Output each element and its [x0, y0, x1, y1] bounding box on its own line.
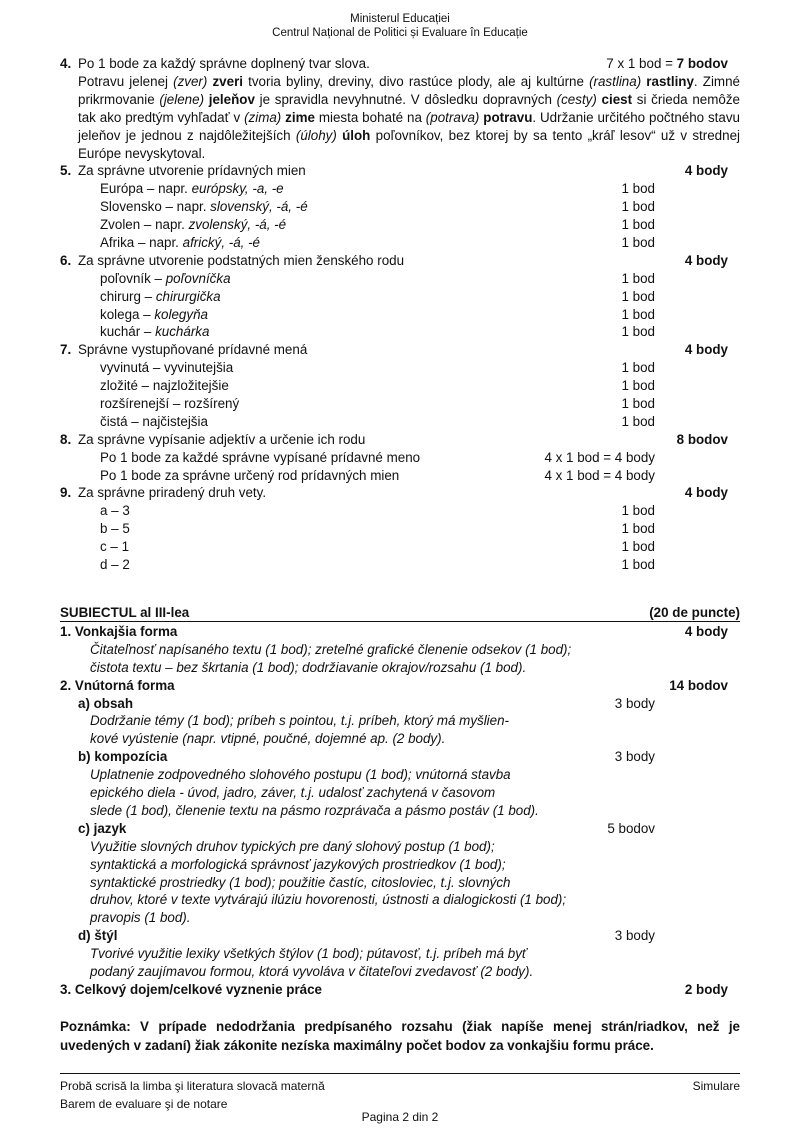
item-answer: chirurgička: [155, 288, 221, 304]
base-word: (rastlina): [589, 73, 642, 89]
q4-number: 4.: [60, 56, 72, 71]
q6-text: Za správne utvorenie podstatných mien ženského rodu: [78, 252, 405, 268]
item-points: 1 bod: [621, 288, 655, 304]
item-term: a – 3: [100, 503, 130, 519]
s2a-header: [60, 695, 740, 713]
center-name: Centrul Național de Politici și Evaluare în Educație: [272, 27, 528, 39]
description-line: Uplatnenie zodpovedného slohového postupu (1 bod); vnútorná stavba: [90, 767, 511, 783]
list-item: [60, 377, 740, 395]
item-answer: africký, -á, -é: [182, 234, 261, 250]
subject-3-title: SUBIECTUL al III-lea: [60, 604, 190, 620]
s2-header: [60, 677, 740, 695]
footer-barem: Barem de evaluare şi de notare: [60, 1097, 228, 1111]
base-word: (úlohy): [295, 127, 337, 143]
item-term: Európa – napr.: [100, 181, 192, 197]
base-word: (zima): [244, 109, 282, 125]
q4-points-total: 7 bodov: [676, 56, 728, 71]
item-term: Po 1 bode za každé správne vypísané prídavné meno: [100, 449, 421, 465]
description-line: epického diela - úvod, jadro, záver, t.j. udalosť zachytená v časovom: [90, 785, 496, 800]
page-footer: [60, 1073, 740, 1113]
s2a-label: a) obsah: [78, 695, 134, 711]
item-answer: poľovníčka: [165, 270, 231, 286]
answer-word: potravu: [479, 109, 533, 125]
item-term: rozšírenejší – rozšírený: [100, 396, 240, 411]
paragraph-text: miesta bohaté na: [314, 109, 426, 125]
scoring-content: [60, 55, 740, 1055]
s2-points: 14 bodov: [669, 677, 728, 693]
item-term: čistá – najčistejšia: [100, 413, 208, 429]
answer-word: jeleňov: [204, 91, 255, 107]
q6-header: [60, 252, 740, 270]
list-item: [60, 359, 740, 377]
item-points: 1 bod: [621, 557, 655, 573]
list-item: [60, 520, 740, 538]
item-term: Afrika – napr.: [100, 234, 183, 250]
list-item: [60, 395, 740, 413]
description-line: kové vyústenie (napr. vtipné, poučné, dojemné ap. (2 body).: [90, 731, 446, 747]
item-term: kuchár –: [100, 324, 156, 340]
item-points: 4 x 1 bod = 4 body: [544, 449, 655, 465]
description-line: čistota textu – bez škrtania (1 bod); dodržiavanie okrajov/rozsahu (1 bod).: [90, 659, 527, 675]
q8-number: 8.: [60, 431, 72, 447]
item-answer: slovenský, -á, -é: [210, 199, 308, 215]
list-item: [60, 502, 740, 520]
list-item: [60, 288, 740, 306]
q9-header: [60, 484, 740, 502]
item-points: 1 bod: [621, 360, 655, 376]
list-item: [60, 234, 740, 252]
item-term: c – 1: [100, 539, 130, 555]
s2d-header: [60, 927, 740, 945]
base-word: (jelene): [159, 91, 205, 107]
answer-word: úloh: [336, 127, 371, 143]
s2b-description: [60, 766, 740, 820]
s2a-points: 3 body: [614, 695, 655, 711]
list-item: [60, 216, 740, 234]
subject-3-heading: [60, 604, 740, 622]
q9-total: 4 body: [684, 485, 728, 501]
q7-header: [60, 341, 740, 359]
description-line: syntaktická a morfologická správnosť jazykových prostriedkov (1 bod);: [90, 856, 506, 872]
s2b-label: b) kompozícia: [78, 749, 168, 765]
item-answer: európsky, -a, -e: [191, 181, 284, 197]
q4-points-formula: 7 x 1 bod =: [606, 56, 677, 71]
s2c-header: [60, 820, 740, 838]
list-item: [60, 198, 740, 216]
q5-items: [60, 180, 740, 252]
item-term: d – 2: [100, 557, 130, 573]
item-answer: zvolenský, -á, -é: [188, 217, 287, 233]
ministry-name: Ministerul Educației: [350, 13, 450, 25]
description-line: Dodržanie témy (1 bod); príbeh s pointou, t.j. príbeh, ktorý má myšlien-: [90, 713, 510, 729]
q6-number: 6.: [60, 252, 72, 268]
item-answer: kuchárka: [155, 324, 210, 340]
item-term: b – 5: [100, 521, 130, 537]
q4-header: [60, 55, 740, 73]
q5-header: [60, 162, 740, 180]
paragraph-text: . Zimné prikrmovanie: [78, 73, 740, 107]
item-points: 1 bod: [621, 324, 655, 340]
item-points: 1 bod: [621, 413, 655, 429]
answer-word: rastliny: [641, 73, 694, 89]
list-item: [60, 556, 740, 574]
list-item: [60, 323, 740, 341]
s3-header: [60, 981, 740, 999]
q4-paragraph: [60, 73, 740, 163]
s2b-points: 3 body: [614, 749, 655, 765]
list-item: [60, 449, 740, 467]
subject-3-points: (20 de puncte): [649, 604, 740, 620]
footer-exam-title: Probă scrisă la limba şi literatura slovacă maternă: [60, 1079, 325, 1093]
answer-word: zime: [281, 109, 315, 125]
s2b-header: [60, 748, 740, 766]
q5-text: Za správne utvorenie prídavných mien: [78, 163, 306, 179]
s1-header: [60, 623, 740, 641]
item-term: vyvinutá – vyvinutejšia: [100, 360, 234, 376]
item-points: 1 bod: [621, 521, 655, 537]
q9-number: 9.: [60, 485, 72, 501]
description-line: Tvorivé využitie lexiky všetkých štýlov (1 bod); pútavosť, t.j. príbeh má byť: [90, 946, 527, 962]
item-term: chirurg –: [100, 288, 156, 304]
q8-text: Za správne vypísanie adjektív a určenie ich rodu: [78, 431, 366, 447]
q6-items: [60, 270, 740, 342]
list-item: [60, 467, 740, 485]
q4-text: Po 1 bode za každý správne doplnený tvar slova.: [78, 56, 370, 71]
q6-total: 4 body: [684, 252, 728, 268]
item-term: zložité – najzložitejšie: [100, 378, 229, 394]
item-points: 1 bod: [621, 234, 655, 250]
item-points: 1 bod: [621, 270, 655, 286]
page-header: [0, 12, 800, 40]
paragraph-text: Potravu jelenej: [78, 73, 174, 89]
item-points: 1 bod: [621, 306, 655, 322]
paragraph-text: si črieda nemôže tak ako predtým vyhľadať v: [78, 91, 740, 125]
paragraph-text: . Udržanie určitého počtného stavu jeleňov je jednou z najdôležitejších: [78, 109, 740, 143]
q7-items: [60, 359, 740, 431]
q5-number: 5.: [60, 163, 72, 179]
q8-items: [60, 449, 740, 485]
item-term: kolega –: [100, 306, 155, 322]
s3-label: 3. Celkový dojem/celkové vyznenie práce: [60, 981, 322, 997]
description-line: podaný zaujímavou formou, ktorá vyvoláva v čitateľovi zvedavosť (2 body).: [90, 964, 534, 980]
answer-word: ciest: [596, 91, 633, 107]
list-item: [60, 306, 740, 324]
item-term: Po 1 bode za správne určený rod prídavných mien: [100, 467, 400, 483]
description-line: Čitateľnosť napísaného textu (1 bod); zreteľné grafické členenie odsekov (1 bod);: [90, 641, 572, 657]
item-term: Slovensko – napr.: [100, 199, 211, 215]
base-word: (cesty): [556, 91, 597, 107]
q7-number: 7.: [60, 342, 72, 358]
description-line: druhov, ktoré v texte vytvárajú ilúziu hovorenosti, ústnosti a dialogickosti (1 bod);: [90, 892, 567, 908]
page-number: Pagina 2 din 2: [361, 1110, 439, 1124]
base-word: (zver): [173, 73, 208, 89]
description-line: Využitie slovných druhov typických pre daný slohový postup (1 bod);: [90, 838, 495, 854]
s1-points: 4 body: [684, 623, 728, 639]
s2d-label: d) štýl: [78, 928, 118, 944]
s2-label: 2. Vnútorná forma: [60, 677, 175, 693]
s1-description: [60, 641, 740, 677]
item-points: 4 x 1 bod = 4 body: [544, 467, 655, 483]
note-paragraph: Poznámka: V prípade nedodržania predpísaného rozsahu (žiak napíše menej strán/riadkov, než je uvedených v zadaní) žiak zákonite nezíska maximálny počet bodov za vonkajšiu formu práce.: [60, 1018, 740, 1053]
q5-total: 4 body: [684, 163, 728, 179]
s2c-points: 5 bodov: [607, 820, 655, 836]
q7-text: Správne vystupňované prídavné mená: [78, 342, 308, 358]
s3-points: 2 body: [684, 981, 728, 997]
s2d-points: 3 body: [614, 928, 655, 944]
item-points: 1 bod: [621, 217, 655, 233]
answer-word: zveri: [207, 73, 243, 89]
description-line: syntaktické prostriedky (1 bod); použitie častíc, citosloviec, t.j. slovných: [90, 874, 511, 890]
q8-header: [60, 431, 740, 449]
paragraph-text: tvoria byliny, dreviny, divo rastúce plody, ale aj kultúrne: [243, 73, 590, 89]
s2d-description: [60, 945, 740, 981]
s2c-label: c) jazyk: [78, 820, 127, 836]
paragraph-text: poľovníkov, bez ktorej by sa tento „kráľ lesov“ už v strednej Európe nevyskytoval.: [78, 127, 740, 161]
item-answer: kolegyňa: [154, 306, 208, 322]
q7-total: 4 body: [684, 342, 728, 358]
item-term: poľovník –: [100, 270, 166, 286]
item-points: 1 bod: [621, 539, 655, 555]
base-word: (potrava): [425, 109, 480, 125]
item-points: 1 bod: [621, 503, 655, 519]
item-points: 1 bod: [621, 396, 655, 411]
footer-simulation: Simulare: [692, 1079, 740, 1093]
q9-items: [60, 502, 740, 574]
q4-points: [606, 55, 728, 73]
s1-label: 1. Vonkajšia forma: [60, 623, 178, 639]
s2c-description: [60, 838, 740, 928]
item-points: 1 bod: [621, 378, 655, 394]
list-item: [60, 413, 740, 431]
q9-text: Za správne priradený druh vety.: [78, 485, 267, 501]
description-line: pravopis (1 bod).: [90, 910, 191, 926]
item-points: 1 bod: [621, 181, 655, 197]
s2a-description: [60, 712, 740, 748]
description-line: slede (1 bod), členenie textu na pásmo rozprávača a pásmo postáv (1 bod).: [90, 802, 539, 818]
paragraph-text: je spravidla nevyhnutné. V dôsledku dopravných: [254, 91, 557, 107]
list-item: [60, 270, 740, 288]
item-points: 1 bod: [621, 199, 655, 215]
item-term: Zvolen – napr.: [100, 217, 189, 233]
list-item: [60, 538, 740, 556]
list-item: [60, 180, 740, 198]
q8-total: 8 bodov: [676, 431, 728, 447]
